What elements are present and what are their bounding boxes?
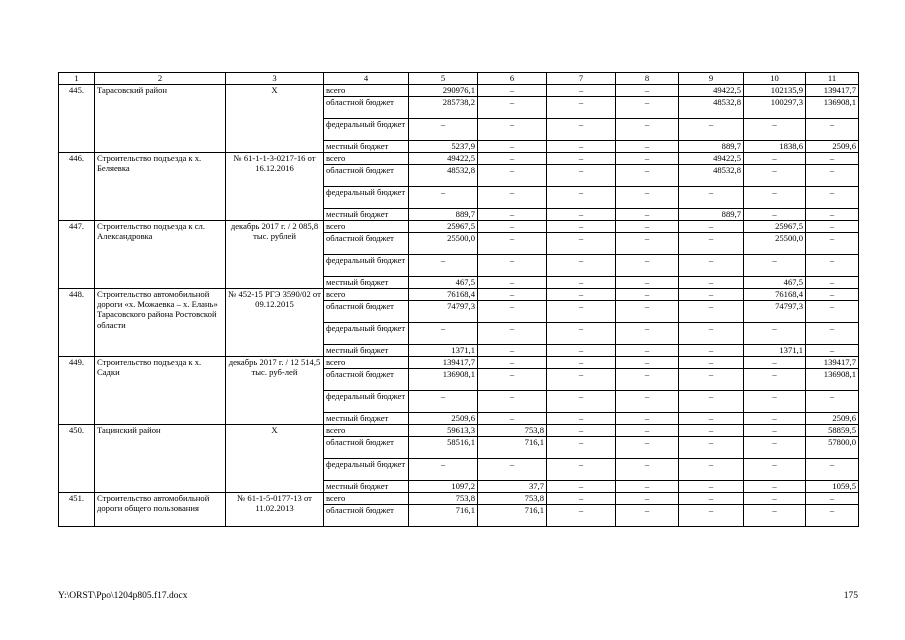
value-cell: –	[547, 481, 616, 493]
value-cell: –	[547, 301, 616, 323]
value-cell: 2509,6	[409, 413, 478, 425]
object-name: Строительство подъезда к сл. Александровка	[95, 221, 226, 289]
value-cell: 1059,5	[806, 481, 859, 493]
value-cell: –	[409, 459, 478, 481]
value-cell: –	[616, 187, 679, 209]
object-name: Строительство подъезда к х. Беляевка	[95, 153, 226, 221]
document-info: декабрь 2017 г. / 2 085,8 тыс. рублей	[226, 221, 324, 289]
value-cell: –	[547, 357, 616, 369]
value-cell: –	[679, 277, 744, 289]
funding-source: всего	[324, 425, 409, 437]
value-cell: –	[409, 391, 478, 413]
value-cell: –	[547, 221, 616, 233]
object-name: Строительство подъезда к х. Садки	[95, 357, 226, 425]
value-cell: –	[679, 369, 744, 391]
value-cell: –	[478, 119, 547, 141]
funding-source: всего	[324, 289, 409, 301]
value-cell: –	[547, 255, 616, 277]
value-cell: 753,8	[478, 493, 547, 505]
value-cell: –	[744, 505, 806, 527]
value-cell: –	[679, 119, 744, 141]
value-cell: –	[679, 357, 744, 369]
value-cell: –	[744, 255, 806, 277]
value-cell: 889,7	[679, 141, 744, 153]
value-cell: –	[806, 209, 859, 221]
value-cell: –	[547, 209, 616, 221]
value-cell: –	[679, 413, 744, 425]
value-cell: –	[679, 505, 744, 527]
column-header: 4	[324, 73, 409, 85]
value-cell: –	[616, 493, 679, 505]
value-cell: –	[806, 221, 859, 233]
value-cell: 25967,5	[409, 221, 478, 233]
value-cell: –	[478, 233, 547, 255]
value-cell: 1371,1	[744, 345, 806, 357]
funding-source: федеральный бюджет	[324, 119, 409, 141]
object-name: Тарасовский район	[95, 85, 226, 153]
row-number: 446.	[59, 153, 95, 221]
value-cell: –	[744, 165, 806, 187]
value-cell: 889,7	[409, 209, 478, 221]
value-cell: –	[478, 165, 547, 187]
row-number: 445.	[59, 85, 95, 153]
value-cell: 136908,1	[806, 97, 859, 119]
funding-source: местный бюджет	[324, 481, 409, 493]
value-cell: 1371,1	[409, 345, 478, 357]
column-header: 8	[616, 73, 679, 85]
funding-source: областной бюджет	[324, 505, 409, 527]
value-cell: –	[616, 437, 679, 459]
funding-source: местный бюджет	[324, 141, 409, 153]
value-cell: 716,1	[409, 505, 478, 527]
value-cell: –	[806, 233, 859, 255]
object-name: Строительство автомобильной дороги «х. Можаевка – х. Елань» Тарасовского района Ростовской области	[95, 289, 226, 357]
value-cell: –	[478, 277, 547, 289]
value-cell: –	[616, 391, 679, 413]
value-cell: –	[547, 187, 616, 209]
value-cell: –	[679, 187, 744, 209]
value-cell: –	[679, 345, 744, 357]
funding-source: всего	[324, 221, 409, 233]
row-number: 447.	[59, 221, 95, 289]
value-cell: –	[679, 459, 744, 481]
value-cell: –	[547, 153, 616, 165]
value-cell: –	[744, 493, 806, 505]
value-cell: 753,8	[409, 493, 478, 505]
funding-source: областной бюджет	[324, 165, 409, 187]
value-cell: 49422,5	[679, 153, 744, 165]
value-cell: –	[478, 391, 547, 413]
value-cell: –	[744, 413, 806, 425]
value-cell: –	[478, 209, 547, 221]
value-cell: –	[679, 437, 744, 459]
value-cell: –	[616, 233, 679, 255]
value-cell: –	[547, 85, 616, 97]
document-info: Х	[226, 425, 324, 493]
value-cell: –	[616, 369, 679, 391]
value-cell: –	[806, 323, 859, 345]
value-cell: –	[478, 221, 547, 233]
value-cell: –	[478, 187, 547, 209]
funding-source: местный бюджет	[324, 209, 409, 221]
budget-table	[58, 72, 859, 527]
value-cell: –	[744, 119, 806, 141]
value-cell: –	[806, 255, 859, 277]
column-header: 6	[478, 73, 547, 85]
funding-source: федеральный бюджет	[324, 391, 409, 413]
value-cell: –	[547, 165, 616, 187]
value-cell: –	[679, 391, 744, 413]
object-name: Строительство автомобильной дороги общего пользования	[95, 493, 226, 527]
table-row	[59, 153, 859, 165]
value-cell: 2509,6	[806, 413, 859, 425]
value-cell: –	[806, 391, 859, 413]
value-cell: 467,5	[409, 277, 478, 289]
value-cell: –	[744, 209, 806, 221]
document-info: № 452-15 РГЭ 3590/02 от 09.12.2015	[226, 289, 324, 357]
row-number: 449.	[59, 357, 95, 425]
value-cell: 139417,7	[806, 85, 859, 97]
value-cell: 753,8	[478, 425, 547, 437]
value-cell: –	[616, 119, 679, 141]
value-cell: 76168,4	[409, 289, 478, 301]
funding-source: всего	[324, 357, 409, 369]
value-cell: 25967,5	[744, 221, 806, 233]
value-cell: –	[616, 97, 679, 119]
value-cell: 57800,0	[806, 437, 859, 459]
value-cell: –	[478, 369, 547, 391]
value-cell: 25500,0	[409, 233, 478, 255]
value-cell: –	[409, 119, 478, 141]
value-cell: –	[744, 459, 806, 481]
value-cell: –	[616, 301, 679, 323]
value-cell: 48532,8	[679, 97, 744, 119]
value-cell: 25500,0	[744, 233, 806, 255]
funding-source: областной бюджет	[324, 97, 409, 119]
value-cell: –	[547, 97, 616, 119]
value-cell: 1097,2	[409, 481, 478, 493]
funding-source: федеральный бюджет	[324, 323, 409, 345]
footer-file-path: Y:\ORST\Ppo\1204p805.f17.docx	[58, 591, 188, 601]
value-cell: –	[616, 289, 679, 301]
value-cell: –	[679, 221, 744, 233]
value-cell: 1838,6	[744, 141, 806, 153]
funding-source: всего	[324, 493, 409, 505]
value-cell: –	[679, 233, 744, 255]
value-cell: –	[679, 255, 744, 277]
value-cell: 285738,2	[409, 97, 478, 119]
table-row	[59, 85, 859, 97]
document-info: декабрь 2017 г. / 12 514,5 тыс. руб-лей	[226, 357, 324, 425]
value-cell: –	[616, 505, 679, 527]
value-cell: –	[547, 493, 616, 505]
value-cell: 74797,3	[744, 301, 806, 323]
value-cell: –	[806, 289, 859, 301]
value-cell: –	[547, 277, 616, 289]
value-cell: –	[616, 165, 679, 187]
funding-source: местный бюджет	[324, 277, 409, 289]
value-cell: –	[478, 323, 547, 345]
value-cell: –	[806, 165, 859, 187]
value-cell: 716,1	[478, 505, 547, 527]
value-cell: 136908,1	[409, 369, 478, 391]
value-cell: 49422,5	[679, 85, 744, 97]
value-cell: –	[547, 323, 616, 345]
value-cell: 59613,3	[409, 425, 478, 437]
value-cell: 58516,1	[409, 437, 478, 459]
value-cell: –	[744, 391, 806, 413]
value-cell: 889,7	[679, 209, 744, 221]
value-cell: –	[806, 301, 859, 323]
value-cell: 49422,5	[409, 153, 478, 165]
value-cell: –	[744, 481, 806, 493]
object-name: Тацинский район	[95, 425, 226, 493]
value-cell: –	[616, 153, 679, 165]
column-header: 1	[59, 73, 95, 85]
value-cell: –	[744, 425, 806, 437]
value-cell: –	[616, 459, 679, 481]
value-cell: –	[806, 459, 859, 481]
value-cell: –	[478, 255, 547, 277]
footer-page-number: 175	[843, 591, 858, 601]
column-header: 10	[744, 73, 806, 85]
value-cell: –	[616, 85, 679, 97]
value-cell: –	[679, 493, 744, 505]
value-cell: –	[806, 493, 859, 505]
value-cell: –	[547, 233, 616, 255]
funding-source: всего	[324, 85, 409, 97]
value-cell: –	[409, 187, 478, 209]
value-cell: –	[806, 505, 859, 527]
value-cell: 139417,7	[409, 357, 478, 369]
value-cell: –	[616, 209, 679, 221]
value-cell: –	[547, 437, 616, 459]
column-header: 9	[679, 73, 744, 85]
row-number: 451.	[59, 493, 95, 527]
value-cell: 136908,1	[806, 369, 859, 391]
value-cell: –	[478, 85, 547, 97]
value-cell: –	[616, 141, 679, 153]
value-cell: –	[616, 357, 679, 369]
value-cell: –	[547, 141, 616, 153]
value-cell: –	[547, 425, 616, 437]
document-info: № 61-1-1-3-0217-16 от 16.12.2016	[226, 153, 324, 221]
funding-source: федеральный бюджет	[324, 459, 409, 481]
value-cell: –	[547, 391, 616, 413]
funding-source: федеральный бюджет	[324, 255, 409, 277]
funding-source: областной бюджет	[324, 437, 409, 459]
value-cell: 139417,7	[806, 357, 859, 369]
value-cell: –	[547, 413, 616, 425]
value-cell: –	[409, 323, 478, 345]
value-cell: –	[744, 153, 806, 165]
value-cell: –	[478, 153, 547, 165]
value-cell: 100297,3	[744, 97, 806, 119]
column-header: 5	[409, 73, 478, 85]
value-cell: 48532,8	[409, 165, 478, 187]
row-number: 448.	[59, 289, 95, 357]
value-cell: –	[806, 187, 859, 209]
value-cell: 716,1	[478, 437, 547, 459]
value-cell: –	[547, 459, 616, 481]
value-cell: 102135,9	[744, 85, 806, 97]
value-cell: –	[744, 437, 806, 459]
value-cell: –	[679, 289, 744, 301]
funding-source: местный бюджет	[324, 413, 409, 425]
funding-source: областной бюджет	[324, 301, 409, 323]
value-cell: –	[679, 301, 744, 323]
table-row	[59, 425, 859, 437]
funding-source: местный бюджет	[324, 345, 409, 357]
value-cell: –	[616, 323, 679, 345]
column-header: 3	[226, 73, 324, 85]
value-cell: –	[679, 481, 744, 493]
value-cell: 74797,3	[409, 301, 478, 323]
value-cell: –	[616, 413, 679, 425]
value-cell: 5237,9	[409, 141, 478, 153]
value-cell: –	[547, 505, 616, 527]
row-number: 450.	[59, 425, 95, 493]
column-header: 11	[806, 73, 859, 85]
value-cell: –	[616, 425, 679, 437]
funding-source: всего	[324, 153, 409, 165]
value-cell: 290976,1	[409, 85, 478, 97]
value-cell: 2509,6	[806, 141, 859, 153]
table-row	[59, 289, 859, 301]
document-info: № 61-1-5-0177-13 от 11.02.2013	[226, 493, 324, 527]
header-row	[59, 73, 859, 85]
value-cell: –	[478, 289, 547, 301]
value-cell: 467,5	[744, 277, 806, 289]
table-row	[59, 493, 859, 505]
value-cell: –	[806, 277, 859, 289]
value-cell: –	[547, 119, 616, 141]
value-cell: –	[478, 301, 547, 323]
table-row	[59, 221, 859, 233]
value-cell: 48532,8	[679, 165, 744, 187]
value-cell: –	[744, 187, 806, 209]
value-cell: –	[616, 221, 679, 233]
value-cell: 58859,5	[806, 425, 859, 437]
value-cell: –	[679, 425, 744, 437]
document-info: Х	[226, 85, 324, 153]
value-cell: 37,7	[478, 481, 547, 493]
column-header: 2	[95, 73, 226, 85]
funding-source: федеральный бюджет	[324, 187, 409, 209]
value-cell: –	[616, 277, 679, 289]
value-cell: –	[409, 255, 478, 277]
value-cell: –	[616, 345, 679, 357]
value-cell: 76168,4	[744, 289, 806, 301]
table-row	[59, 357, 859, 369]
value-cell: –	[616, 255, 679, 277]
value-cell: –	[547, 289, 616, 301]
value-cell: –	[744, 369, 806, 391]
value-cell: –	[806, 119, 859, 141]
value-cell: –	[616, 481, 679, 493]
value-cell: –	[478, 345, 547, 357]
value-cell: –	[806, 345, 859, 357]
value-cell: –	[478, 357, 547, 369]
value-cell: –	[679, 323, 744, 345]
value-cell: –	[478, 459, 547, 481]
column-header: 7	[547, 73, 616, 85]
value-cell: –	[744, 323, 806, 345]
value-cell: –	[744, 357, 806, 369]
funding-source: областной бюджет	[324, 233, 409, 255]
value-cell: –	[478, 413, 547, 425]
value-cell: –	[547, 345, 616, 357]
value-cell: –	[478, 141, 547, 153]
value-cell: –	[478, 97, 547, 119]
funding-source: областной бюджет	[324, 369, 409, 391]
value-cell: –	[547, 369, 616, 391]
value-cell: –	[806, 153, 859, 165]
